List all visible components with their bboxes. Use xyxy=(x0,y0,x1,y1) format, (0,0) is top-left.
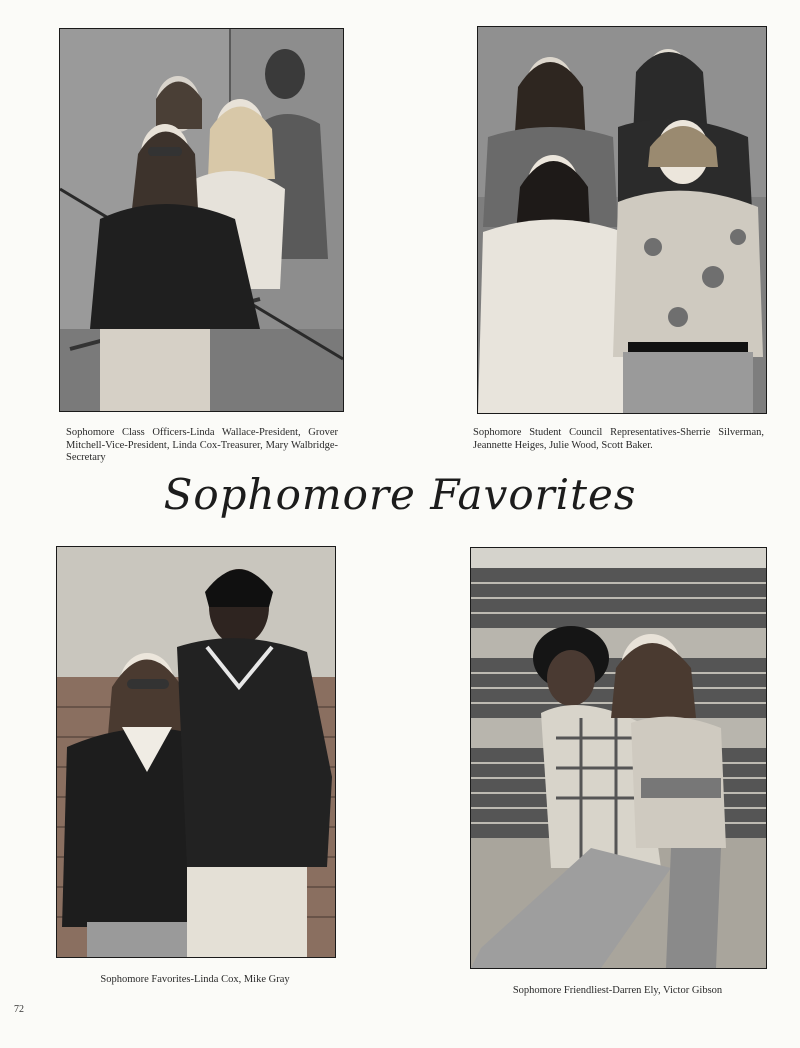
caption-student-council: Sophomore Student Council Representatives-Sherrie Silverman, Jeannette Heiges, Julie Wood, Scott Baker. xyxy=(473,427,764,451)
caption-favorites: Sophomore Favorites-Linda Cox, Mike Gray xyxy=(100,974,290,985)
page-title: Sophomore Favorites xyxy=(163,470,637,519)
photo-favorites-image xyxy=(57,547,335,957)
caption-friendliest: Sophomore Friendliest-Darren Ely, Victor Gibson xyxy=(512,985,723,996)
photo-class-officers xyxy=(59,28,344,412)
photo-student-council xyxy=(477,26,767,414)
photo-student-council-image xyxy=(478,27,766,413)
caption-class-officers: Sophomore Class Officers-Linda Wallace-President, Grover Mitchell-Vice-President, Linda Cox-Treasurer, Mary Walbridge-Secretary xyxy=(66,427,338,463)
photo-friendliest-image xyxy=(471,548,766,968)
photo-favorites xyxy=(56,546,336,958)
photo-friendliest xyxy=(470,547,767,969)
photo-class-officers-image xyxy=(60,29,343,411)
page-number: 72 xyxy=(14,1004,24,1015)
